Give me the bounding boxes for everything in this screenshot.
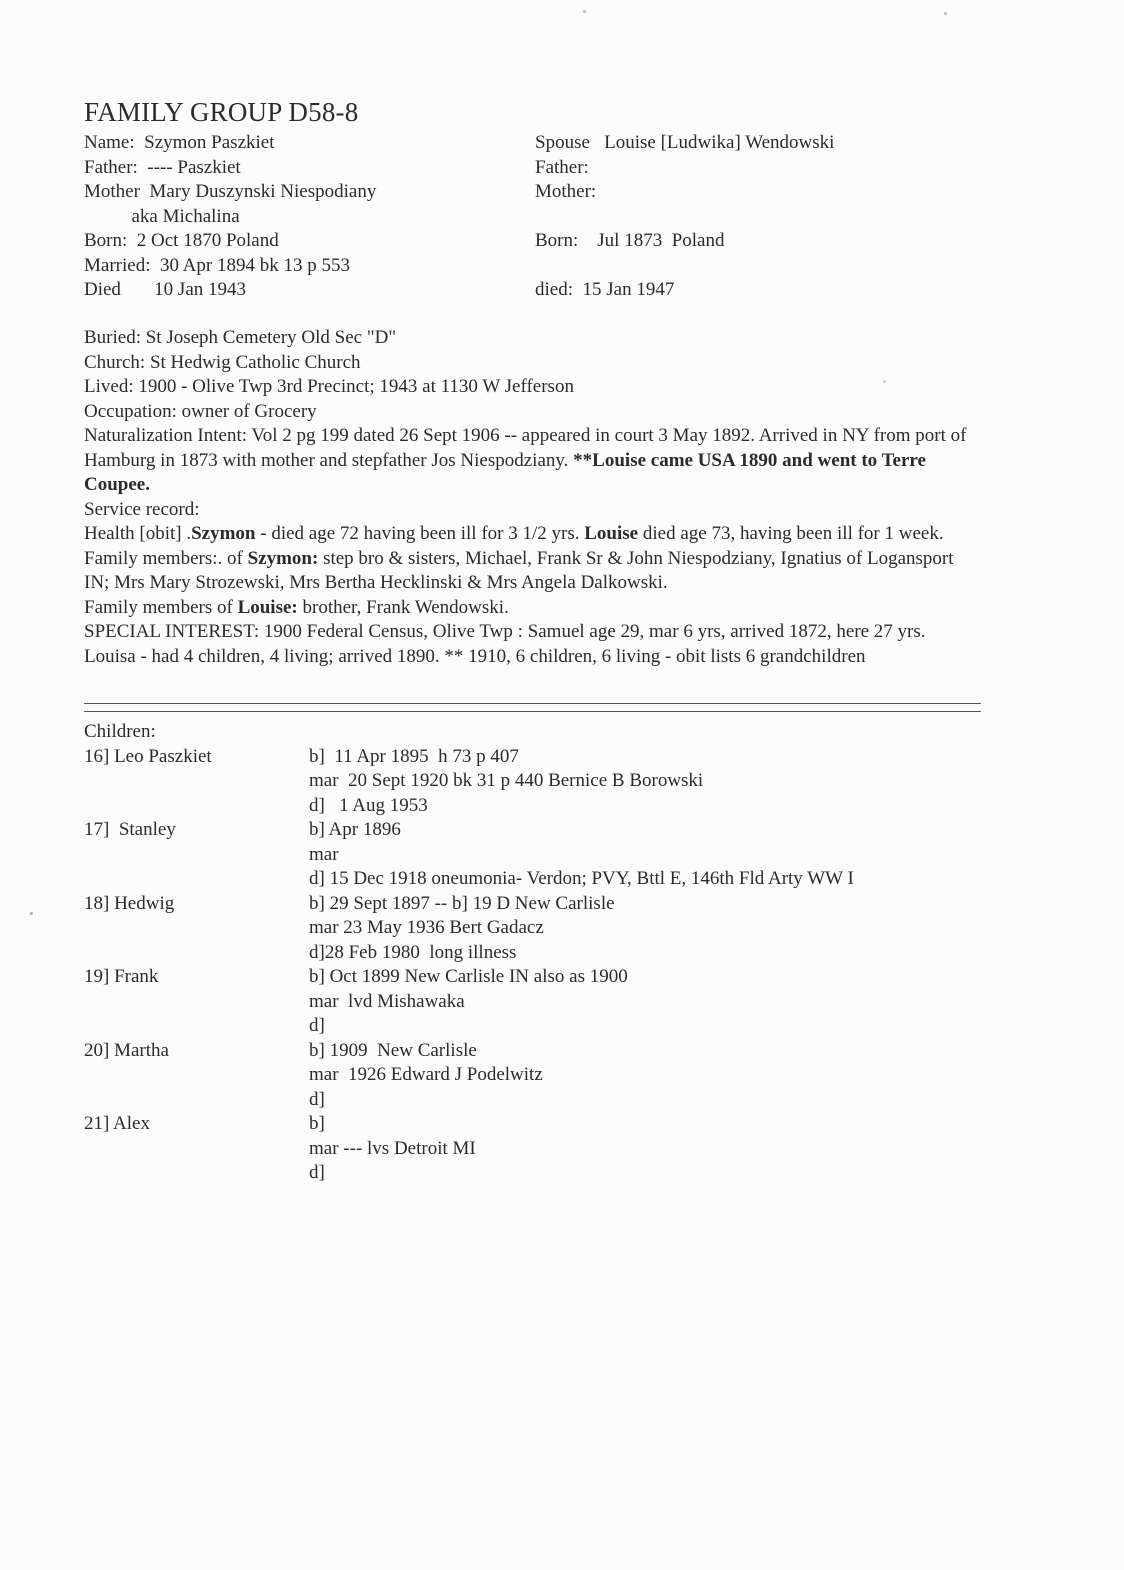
family-szymon-paragraph — [84, 547, 974, 596]
husband-died: Died 10 Jan 1943 — [84, 279, 247, 300]
child-row — [84, 965, 854, 1039]
occupation-line: Occupation: owner of Grocery — [84, 400, 317, 422]
double-divider — [84, 703, 981, 712]
spouse-father: Father: — [535, 156, 589, 178]
scan-speck — [883, 380, 886, 383]
child-name: 21] Alex — [84, 1113, 150, 1134]
fam-louise-text-a: Family members of — [84, 596, 238, 618]
naturalization-bold: **Louise came USA 1890 and went to Terre Coupee. — [84, 449, 926, 495]
spouse-mother: Mother: — [535, 181, 597, 202]
child-name: 17] Stanley — [84, 819, 176, 840]
died-row — [84, 278, 984, 303]
child-details — [309, 818, 854, 892]
child-death: d] 1 Aug 1953 — [309, 794, 428, 816]
name-row — [84, 131, 984, 156]
father-row — [84, 156, 984, 181]
naturalization-text: Naturalization Intent: Vol 2 pg 199 dated 26 Sept 1906 -- appeared in court 3 May 1892. Arrived in NY from port of Hamburg in 1873 with mother and stepfather Jos Niespodziany. — [84, 425, 967, 471]
family-louise-paragraph — [84, 596, 974, 621]
child-birth: b] 29 Sept 1897 -- b] 19 D New Carlisle — [309, 892, 615, 914]
child-birth: b] — [309, 1113, 325, 1134]
child-death: d] — [309, 1015, 325, 1036]
child-marriage: mar — [309, 843, 339, 865]
health-bold-szymon: Szymon — [191, 523, 256, 544]
child-birth: b] 1909 New Carlisle — [309, 1039, 477, 1061]
child-row — [84, 1112, 854, 1186]
scan-speck — [583, 10, 586, 13]
naturalization-paragraph — [84, 424, 974, 498]
fam-szymon-text-c: step bro & sisters, Michael, Frank Sr & John Niespodziany, Ignatius of Logansport IN; Mrs Mary Strozewski, Mrs Bertha Hecklinski & Mrs Angela Dalkowski. — [84, 547, 954, 593]
health-bold-louise: Louise — [584, 523, 639, 544]
health-paragraph — [84, 522, 974, 547]
child-row — [84, 745, 854, 819]
page-title: FAMILY GROUP D58-8 — [84, 97, 359, 127]
child-row — [84, 892, 854, 966]
child-row — [84, 818, 854, 892]
husband-name: Name: Szymon Paszkiet — [84, 132, 275, 153]
mother-aka: aka Michalina — [84, 205, 240, 227]
child-details — [309, 1112, 476, 1186]
child-death: d] — [309, 1162, 325, 1183]
service-line: Service record: — [84, 498, 200, 520]
child-name: 20] Martha — [84, 1039, 169, 1061]
health-text-a: Health [obit] . — [84, 523, 192, 544]
church-line: Church: St Hedwig Catholic Church — [84, 351, 361, 373]
children-section — [84, 720, 854, 1186]
child-birth: b] Apr 1896 — [309, 819, 401, 840]
husband-mother: Mother Mary Duszynski Niespodiany — [84, 181, 377, 202]
child-details — [309, 892, 615, 966]
child-name: 19] Frank — [84, 966, 159, 987]
child-details — [309, 1039, 543, 1113]
child-name: 18] Hedwig — [84, 892, 175, 914]
married-date: Married: 30 Apr 1894 bk 13 p 553 — [84, 254, 350, 276]
fam-louise-text-c: brother, Frank Wendowski. — [297, 596, 509, 618]
child-death: d]28 Feb 1980 long illness — [309, 941, 517, 963]
child-death: d] — [309, 1088, 325, 1110]
fam-szymon-bold: Szymon: — [247, 547, 319, 569]
fam-szymon-text-a: Family members:. of — [84, 547, 248, 569]
health-text-c: - died age 72 having been ill for 3 1/2 yrs. — [255, 523, 585, 544]
spouse-born: Born: Jul 1873 Poland — [535, 230, 725, 251]
spouse-name: Spouse Louise [Ludwika] Wendowski — [535, 132, 835, 153]
child-marriage: mar lvd Mishawaka — [309, 990, 465, 1012]
special-interest-paragraph: SPECIAL INTEREST: 1900 Federal Census, Olive Twp : Samuel age 29, mar 6 yrs, arrived 1872, here 27 yrs. Louisa - had 4 children, 4 living; arrived 1890. ** 1910, 6 children, 6 living - obit lists 6 grandchildren — [84, 621, 926, 667]
husband-father: Father: ---- Paszkiet — [84, 156, 241, 178]
scan-speck — [944, 12, 947, 15]
child-death: d] 15 Dec 1918 oneumonia- Verdon; PVY, Bttl E, 146th Fld Arty WW I — [309, 868, 854, 889]
child-marriage: mar 1926 Edward J Podelwitz — [309, 1064, 543, 1085]
husband-born: Born: 2 Oct 1870 Poland — [84, 230, 279, 251]
spouse-died: died: 15 Jan 1947 — [535, 279, 675, 300]
scan-speck — [30, 912, 33, 915]
child-marriage: mar --- lvs Detroit MI — [309, 1137, 476, 1159]
lived-line: Lived: 1900 - Olive Twp 3rd Precinct; 1943 at 1130 W Jefferson — [84, 376, 574, 397]
health-text-e: died age 73, having been ill for 1 week. — [638, 523, 944, 544]
fam-louise-bold: Louise: — [237, 596, 298, 618]
child-marriage: mar 23 May 1936 Bert Gadacz — [309, 917, 544, 938]
child-row — [84, 1039, 854, 1113]
child-details — [309, 965, 628, 1039]
mother-row — [84, 180, 984, 205]
child-birth: b] Oct 1899 New Carlisle IN also as 1900 — [309, 966, 628, 987]
child-marriage: mar 20 Sept 1920 bk 31 p 440 Bernice B Borowski — [309, 770, 704, 791]
child-name: 16] Leo Paszkiet — [84, 745, 212, 767]
aka-row — [84, 205, 984, 230]
details-section — [84, 326, 974, 669]
person-summary — [84, 131, 984, 303]
married-row — [84, 254, 984, 279]
born-row — [84, 229, 984, 254]
child-details — [309, 745, 703, 819]
buried-line: Buried: St Joseph Cemetery Old Sec "D" — [84, 327, 397, 348]
children-label: Children: — [84, 721, 156, 742]
child-birth: b] 11 Apr 1895 h 73 p 407 — [309, 745, 519, 767]
